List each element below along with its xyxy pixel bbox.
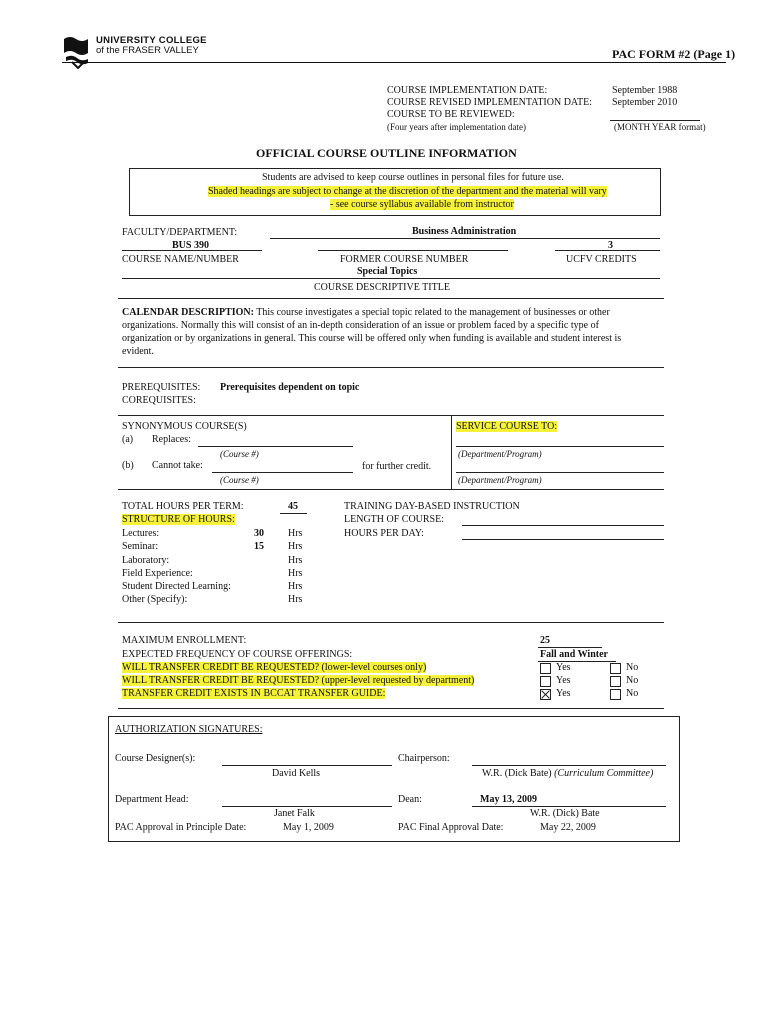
impl-date-value: September 1988 bbox=[612, 85, 678, 96]
notice-line-1: Students are advised to keep course outlines in personal files for future use. bbox=[262, 172, 564, 183]
transfer-upper-no-checkbox[interactable] bbox=[610, 676, 621, 687]
prereq-value: Prerequisites dependent on topic bbox=[220, 382, 360, 393]
calendar-text-1: This course investigates a special topic related to the management of businesses or other bbox=[253, 307, 610, 318]
hours-row-unit: Hrs bbox=[288, 555, 303, 566]
training-label: TRAINING DAY-BASED INSTRUCTION bbox=[344, 501, 520, 512]
prereq-label: PREREQUISITES: bbox=[122, 382, 201, 393]
review-format: (MONTH YEAR format) bbox=[614, 122, 706, 132]
pac-principle-date: May 1, 2009 bbox=[283, 822, 334, 833]
total-hours-label: TOTAL HOURS PER TERM: bbox=[122, 501, 244, 512]
service-line-1[interactable] bbox=[456, 446, 664, 447]
course-title-value: Special Topics bbox=[357, 266, 418, 277]
hours-row-unit: Hrs bbox=[288, 581, 303, 592]
impl-date-label: COURSE IMPLEMENTATION DATE: bbox=[387, 85, 548, 96]
chair-label: Chairperson: bbox=[398, 753, 450, 764]
service-hint-2: (Department/Program) bbox=[458, 475, 542, 485]
structure-label: STRUCTURE OF HOURS: bbox=[122, 514, 235, 525]
total-hours-line bbox=[280, 513, 307, 514]
cannot-take-line[interactable] bbox=[212, 472, 353, 473]
course-title-line bbox=[122, 278, 660, 279]
calendar-line-3: organization or by organizations in general. This course will be offered only when funding is available and student interest is bbox=[122, 333, 622, 344]
bccat-yes-label: Yes bbox=[556, 688, 571, 699]
designer-signature-line[interactable] bbox=[222, 765, 392, 766]
credits-value: 3 bbox=[608, 240, 613, 251]
hours-row-label: Lectures: bbox=[122, 528, 160, 539]
enrollment-top-rule bbox=[118, 622, 664, 623]
hours-row-unit: Hrs bbox=[288, 594, 303, 605]
designer-name: David Kells bbox=[272, 768, 321, 779]
calendar-bottom-rule bbox=[118, 367, 664, 368]
header-rule bbox=[62, 62, 726, 63]
credits-line bbox=[555, 250, 660, 251]
faculty-line bbox=[270, 238, 660, 239]
bccat-no-checkbox[interactable] bbox=[610, 689, 621, 700]
head-name: Janet Falk bbox=[274, 808, 315, 819]
total-hours-value: 45 bbox=[288, 501, 298, 512]
frequency-line bbox=[538, 661, 616, 662]
service-line-2[interactable] bbox=[456, 472, 664, 473]
hours-row-label: Student Directed Learning: bbox=[122, 581, 231, 592]
length-line[interactable] bbox=[462, 525, 664, 526]
chair-role: (Curriculum Committee) bbox=[554, 768, 654, 779]
pac-final-label: PAC Final Approval Date: bbox=[398, 822, 504, 833]
hours-top-rule bbox=[118, 489, 664, 490]
authorization-title: AUTHORIZATION SIGNATURES: bbox=[115, 724, 263, 735]
notice-line-2: Shaded headings are subject to change at the discretion of the department and the material will vary bbox=[208, 186, 607, 197]
further-credit-label: for further credit. bbox=[362, 461, 432, 472]
course-number-line bbox=[122, 250, 262, 251]
designer-label: Course Designer(s): bbox=[115, 753, 196, 764]
transfer-lower-yes-checkbox[interactable] bbox=[540, 663, 551, 674]
hours-per-day-label: HOURS PER DAY: bbox=[344, 528, 424, 539]
dean-label: Dean: bbox=[398, 794, 422, 805]
revised-date-label: COURSE REVISED IMPLEMENTATION DATE: bbox=[387, 97, 593, 108]
service-hint-1: (Department/Program) bbox=[458, 449, 542, 459]
hours-row-unit: Hrs bbox=[288, 528, 303, 539]
hours-row-label: Other (Specify): bbox=[122, 594, 188, 605]
calendar-line-1 bbox=[122, 307, 610, 318]
head-label: Department Head: bbox=[115, 794, 189, 805]
synonymous-top-rule bbox=[118, 415, 664, 416]
cannot-take-hint: (Course #) bbox=[220, 475, 259, 485]
former-number-line bbox=[318, 250, 508, 251]
former-course-label: FORMER COURSE NUMBER bbox=[340, 254, 469, 265]
cannot-take-label: Cannot take: bbox=[152, 460, 203, 471]
transfer-lower-no-label: No bbox=[626, 662, 639, 673]
hours-row-value: 30 bbox=[254, 528, 264, 539]
transfer-lower-yes-label: Yes bbox=[556, 662, 571, 673]
hours-row-label: Seminar: bbox=[122, 541, 159, 552]
synonymous-label: SYNONYMOUS COURSE(S) bbox=[122, 421, 247, 432]
enrollment-bottom-rule bbox=[118, 708, 664, 709]
course-number: BUS 390 bbox=[172, 240, 209, 251]
calendar-line-2: organizations. Normally this will consist of an in-depth consideration of an issue or problem faced by a specific type of bbox=[122, 320, 599, 331]
replaces-label: Replaces: bbox=[152, 434, 191, 445]
length-label: LENGTH OF COURSE: bbox=[344, 514, 445, 525]
logo-line-1: UNIVERSITY COLLEGE bbox=[96, 35, 207, 46]
hours-per-day-line[interactable] bbox=[462, 539, 664, 540]
service-course-label: SERVICE COURSE TO: bbox=[456, 421, 558, 432]
dean-name: W.R. (Dick) Bate bbox=[530, 808, 600, 819]
replaces-hint: (Course #) bbox=[220, 449, 259, 459]
hours-row-value: 15 bbox=[254, 541, 264, 552]
hours-row-unit: Hrs bbox=[288, 541, 303, 552]
faculty-value: Business Administration bbox=[412, 226, 517, 237]
chair-signature-line[interactable] bbox=[472, 765, 666, 766]
hours-row-label: Laboratory: bbox=[122, 555, 170, 566]
chair-name: W.R. (Dick Bate) bbox=[482, 768, 552, 779]
transfer-upper-yes-label: Yes bbox=[556, 675, 571, 686]
calendar-line-4: evident. bbox=[122, 346, 154, 357]
bccat-yes-checkbox[interactable] bbox=[540, 689, 551, 700]
max-enrollment-label: MAXIMUM ENROLLMENT: bbox=[122, 635, 247, 646]
revised-date-value: September 2010 bbox=[612, 97, 678, 108]
ufv-logo-icon bbox=[62, 35, 92, 69]
calendar-label: CALENDAR DESCRIPTION: bbox=[122, 307, 254, 318]
head-signature-line[interactable] bbox=[222, 806, 392, 807]
dean-signature-line[interactable] bbox=[472, 806, 666, 807]
hours-row-unit: Hrs bbox=[288, 568, 303, 579]
replaces-line[interactable] bbox=[198, 446, 353, 447]
pac-principle-label: PAC Approval in Principle Date: bbox=[115, 822, 247, 833]
review-value-line bbox=[610, 120, 700, 121]
hours-row-label: Field Experience: bbox=[122, 568, 193, 579]
pac-final-date: May 22, 2009 bbox=[540, 822, 596, 833]
synonymous-a: (a) bbox=[122, 434, 134, 445]
bccat-label: TRANSFER CREDIT EXISTS IN BCCAT TRANSFER GUIDE: bbox=[122, 688, 386, 699]
review-label: COURSE TO BE REVIEWED: bbox=[387, 109, 515, 120]
page-title: OFFICIAL COURSE OUTLINE INFORMATION bbox=[256, 146, 517, 160]
max-enrollment-value: 25 bbox=[540, 635, 550, 646]
chair-name-line bbox=[482, 768, 653, 779]
notice-line-3: - see course syllabus available from instructor bbox=[330, 199, 514, 210]
review-note: (Four years after implementation date) bbox=[387, 122, 526, 132]
dean-date: May 13, 2009 bbox=[480, 794, 537, 805]
transfer-upper-yes-checkbox[interactable] bbox=[540, 676, 551, 687]
transfer-lower-label: WILL TRANSFER CREDIT BE REQUESTED? (lower-level courses only) bbox=[122, 662, 427, 673]
course-name-number-label: COURSE NAME/NUMBER bbox=[122, 254, 239, 265]
logo-line-2: of the FRASER VALLEY bbox=[96, 45, 199, 56]
synonymous-b: (b) bbox=[122, 460, 134, 471]
transfer-upper-label: WILL TRANSFER CREDIT BE REQUESTED? (upper-level requested by department) bbox=[122, 675, 475, 686]
service-divider bbox=[451, 415, 452, 489]
coreq-label: COREQUISITES: bbox=[122, 395, 196, 406]
frequency-value: Fall and Winter bbox=[540, 649, 608, 660]
course-title-label: COURSE DESCRIPTIVE TITLE bbox=[314, 282, 450, 293]
frequency-label: EXPECTED FREQUENCY OF COURSE OFFERINGS: bbox=[122, 649, 353, 660]
form-title: PAC FORM #2 (Page 1) bbox=[612, 47, 736, 61]
max-enrollment-line bbox=[538, 647, 602, 648]
calendar-top-rule bbox=[118, 298, 664, 299]
faculty-label: FACULTY/DEPARTMENT: bbox=[122, 227, 238, 238]
transfer-upper-no-label: No bbox=[626, 675, 639, 686]
transfer-lower-no-checkbox[interactable] bbox=[610, 663, 621, 674]
credits-label: UCFV CREDITS bbox=[566, 254, 637, 265]
bccat-no-label: No bbox=[626, 688, 639, 699]
